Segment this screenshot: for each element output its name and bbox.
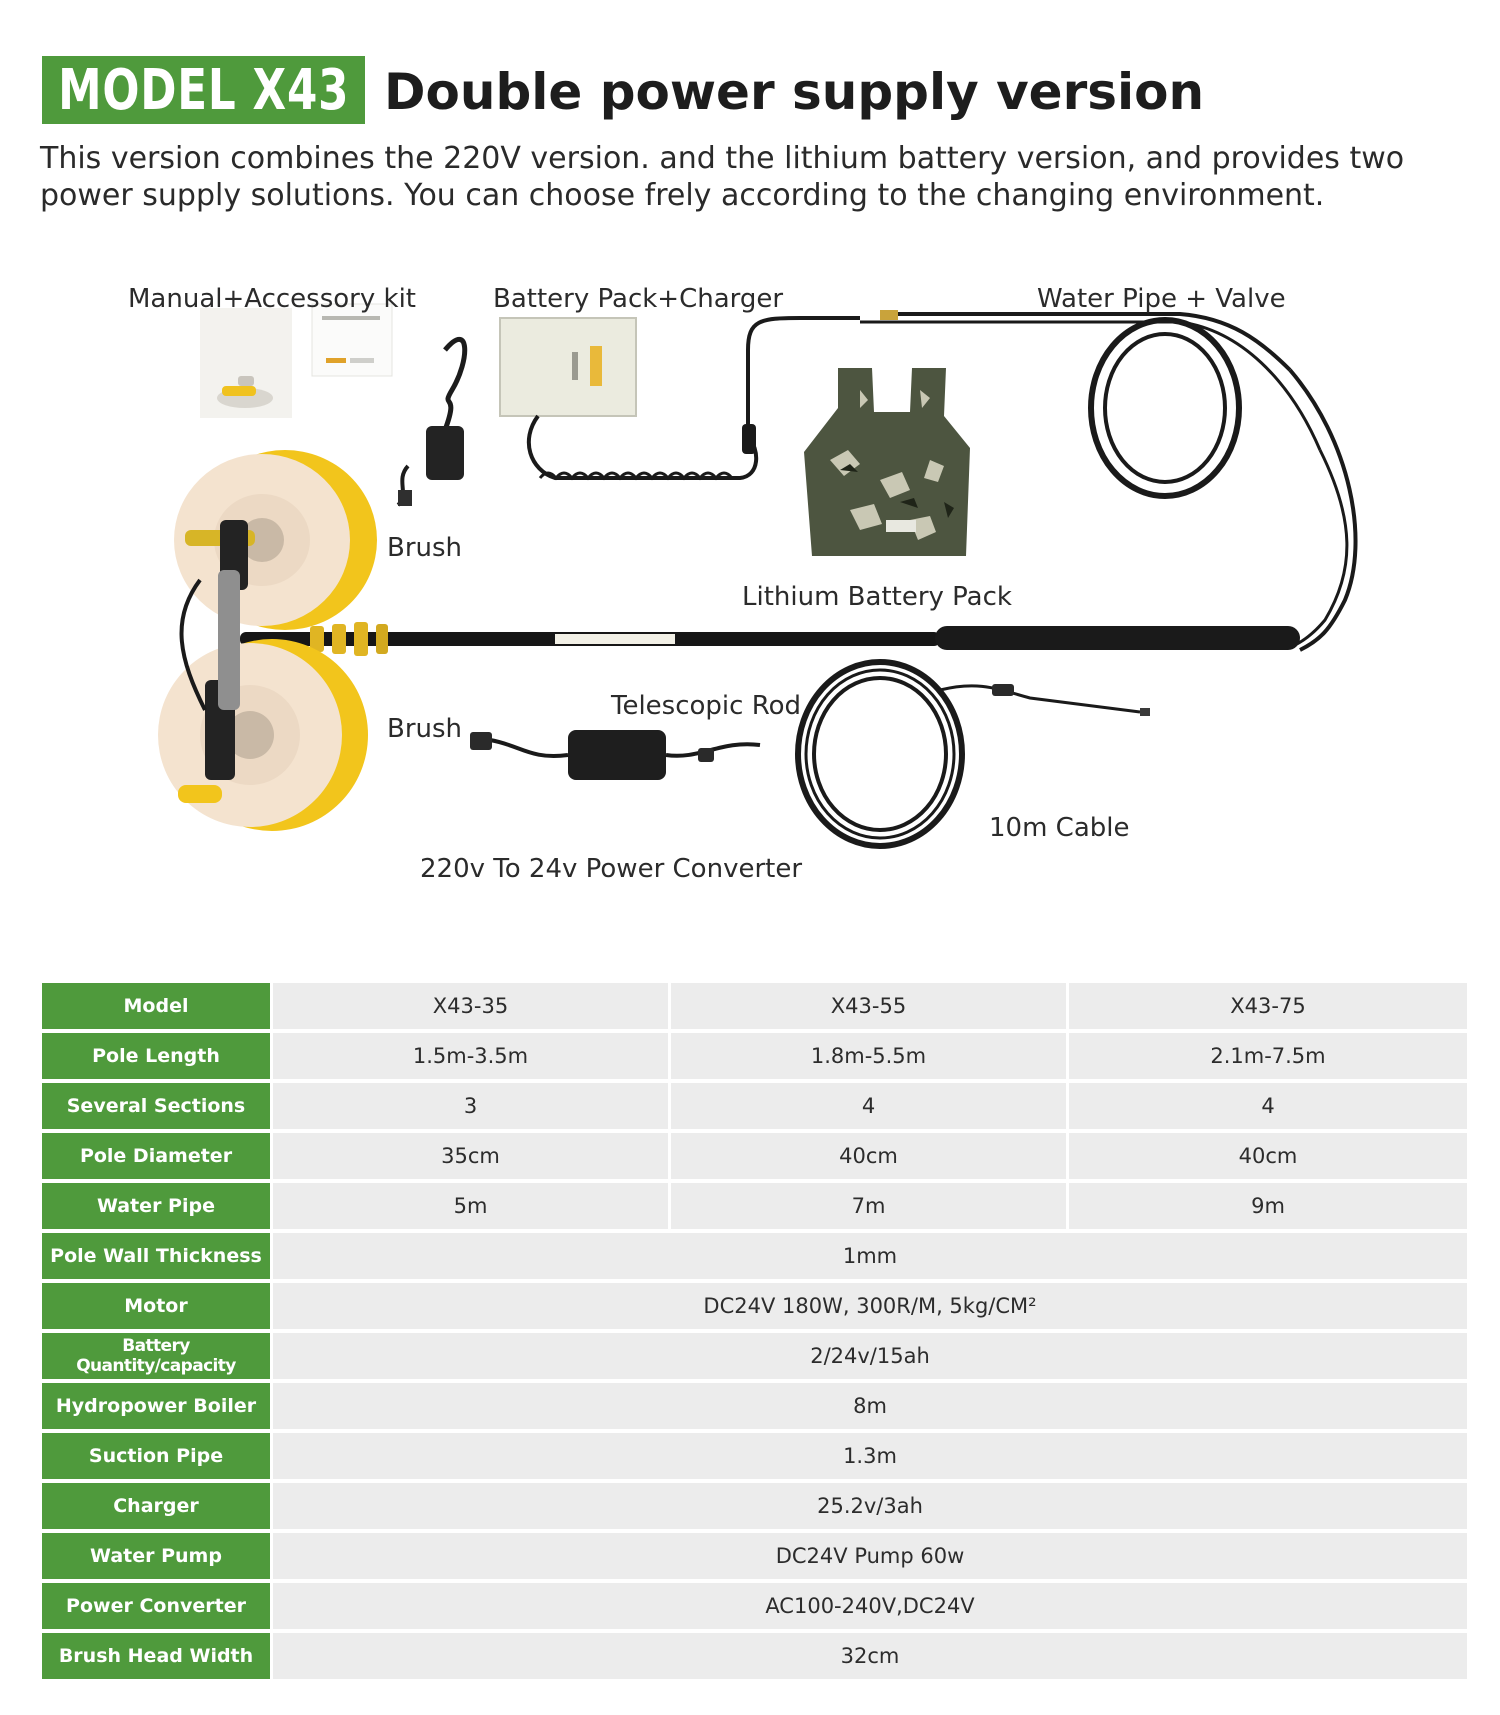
- row-header: Model: [42, 983, 273, 1033]
- table-row: [42, 1533, 1467, 1583]
- telescopic-rod-image: [240, 622, 1300, 656]
- table-cell: X43-75: [1069, 983, 1467, 1033]
- table-row: [42, 1633, 1467, 1679]
- accessory-kit-image: [200, 308, 292, 418]
- label-brush-top: Brush: [387, 533, 463, 563]
- spec-table: [42, 983, 1467, 1679]
- table-cell: 7m: [671, 1183, 1069, 1233]
- table-row: [42, 1333, 1467, 1383]
- table-cell: 2.1m-7.5m: [1069, 1033, 1467, 1083]
- table-row: [42, 1283, 1467, 1333]
- table-cell: 3: [273, 1083, 671, 1133]
- table-row: [42, 1233, 1467, 1283]
- label-battery-pack-charger: Battery Pack+Charger: [493, 284, 784, 314]
- table-row: [42, 1433, 1467, 1483]
- brush-top-image: [174, 450, 377, 630]
- table-cell: X43-35: [273, 983, 671, 1033]
- table-cell: X43-55: [671, 983, 1069, 1033]
- table-row: [42, 983, 1467, 1033]
- row-header: Suction Pipe: [42, 1433, 273, 1483]
- lithium-battery-backpack-image: [804, 368, 970, 556]
- table-cell: 40cm: [1069, 1133, 1467, 1183]
- table-cell: 35cm: [273, 1133, 671, 1183]
- table-row: [42, 1483, 1467, 1533]
- row-header: Brush Head Width: [42, 1633, 273, 1679]
- label-lithium-battery-pack: Lithium Battery Pack: [742, 582, 1012, 612]
- row-header: Pole Wall Thickness: [42, 1233, 273, 1283]
- label-power-converter: 220v To 24v Power Converter: [420, 854, 803, 884]
- row-header: Power Converter: [42, 1583, 273, 1633]
- label-telescopic-rod: Telescopic Rod: [611, 691, 802, 721]
- label-manual-accessory-kit: Manual+Accessory kit: [128, 284, 416, 314]
- row-header: Water Pipe: [42, 1183, 273, 1233]
- table-cell: 9m: [1069, 1183, 1467, 1233]
- table-cell: 25.2v/3ah: [273, 1483, 1467, 1533]
- table-row: [42, 1383, 1467, 1433]
- row-header: Charger: [42, 1483, 273, 1533]
- table-row: [42, 1033, 1467, 1083]
- table-cell: 4: [1069, 1083, 1467, 1133]
- table-row: [42, 1133, 1467, 1183]
- table-cell: 5m: [273, 1183, 671, 1233]
- label-water-pipe-valve: Water Pipe + Valve: [1037, 284, 1286, 314]
- table-cell: AC100-240V,DC24V: [273, 1583, 1467, 1633]
- table-row: [42, 1083, 1467, 1133]
- table-cell: 1.3m: [273, 1433, 1467, 1483]
- row-header: Water Pump: [42, 1533, 273, 1583]
- table-cell: DC24V 180W, 300R/M, 5kg/CM²: [273, 1283, 1467, 1333]
- row-header: Pole Length: [42, 1033, 273, 1083]
- table-cell: 1.8m-5.5m: [671, 1033, 1069, 1083]
- row-header: Hydropower Boiler: [42, 1383, 273, 1433]
- model-badge: [42, 56, 365, 124]
- table-cell: 40cm: [671, 1133, 1069, 1183]
- table-cell: 4: [671, 1083, 1069, 1133]
- label-brush-bottom: Brush: [387, 714, 463, 744]
- manual-image: [312, 304, 392, 376]
- row-header: Several Sections: [42, 1083, 273, 1133]
- table-cell: 32cm: [273, 1633, 1467, 1679]
- row-header: Pole Diameter: [42, 1133, 273, 1183]
- row-header: Battery Quantity/capacity: [42, 1333, 273, 1383]
- table-row: [42, 1183, 1467, 1233]
- table-row: [42, 1583, 1467, 1633]
- table-cell: 2/24v/15ah: [273, 1333, 1467, 1383]
- charger-image: [398, 339, 465, 506]
- row-header: Motor: [42, 1283, 273, 1333]
- table-cell: 8m: [273, 1383, 1467, 1433]
- version-description: This version combines the 220V version. and the lithium battery version, and provides two power supply solutions. You can choose frely according to the changing environment.: [40, 141, 1405, 213]
- label-10m-cable: 10m Cable: [989, 813, 1130, 843]
- page-title: Double power supply version: [384, 63, 1205, 121]
- model-badge-text: MODEL X43: [57, 57, 350, 123]
- table-cell: 1.5m-3.5m: [273, 1033, 671, 1083]
- power-converter-image: [470, 730, 760, 780]
- product-kit-illustration: [0, 240, 1500, 960]
- table-cell: DC24V Pump 60w: [273, 1533, 1467, 1583]
- table-cell: 1mm: [273, 1233, 1467, 1283]
